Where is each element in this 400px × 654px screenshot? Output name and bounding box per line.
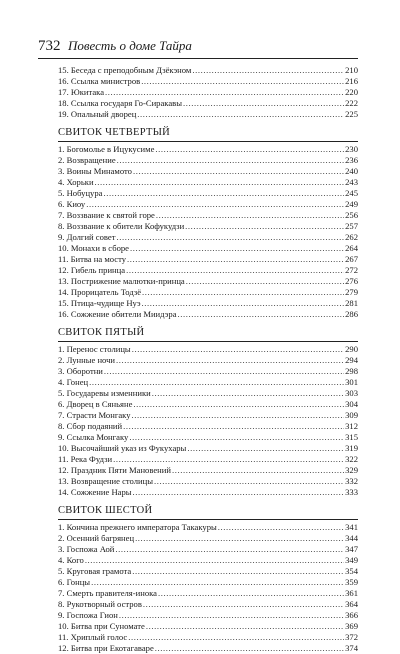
toc-entry-title: 12. Битва при Екотагаваре [58,643,154,653]
toc-entry-title: 12. Гибель принца [58,265,126,275]
dot-leader [156,210,344,221]
toc-entry-page: 322 [345,454,358,464]
dot-leader [146,621,344,632]
toc-entry-page: 279 [345,287,358,297]
section-gap [58,120,358,127]
dot-leader [133,487,345,498]
dot-leader [103,188,344,199]
toc-entry-title: 1. Кончина прежнего императора Такакуры [58,522,217,532]
toc-entry [58,309,358,320]
section-rule [58,341,358,342]
toc-entry-page: 369 [345,621,358,631]
dot-leader [178,309,345,320]
dot-leader [116,355,344,366]
toc-entry-page: 272 [345,265,358,275]
toc-entry-page: 359 [345,577,358,587]
toc-entry-page: 236 [345,155,358,165]
toc-entry-title: 3. Оборотни [58,366,103,376]
toc-entry-title: 13. Пострижение малютки-принца [58,276,185,286]
running-head-title: Повесть о доме Тайра [68,38,192,53]
toc-entry-page: 364 [345,599,358,609]
toc-entry [58,243,358,254]
dot-leader [132,344,344,355]
toc-entry-page: 309 [345,410,358,420]
toc-entry-page: 354 [345,566,358,576]
dot-leader [86,199,344,210]
toc-entry [58,588,358,599]
toc-entry [58,199,358,210]
dot-leader [104,366,344,377]
dot-leader [133,399,344,410]
dot-leader [186,276,344,287]
section-rule [58,519,358,520]
dot-leader [126,265,344,276]
toc-entry [58,377,358,388]
toc-entry-page: 361 [345,588,358,598]
toc-entry-title: 6. Киоу [58,199,86,209]
toc-entry [58,276,358,287]
toc-entry [58,632,358,643]
dot-leader [117,232,345,243]
toc-section [58,327,358,498]
toc-entry-title: 10. Высочайший указ из Фукухары [58,443,187,453]
toc-entry-page: 257 [345,221,358,231]
dot-leader [119,610,344,621]
dot-leader [142,287,344,298]
toc-entry-page: 301 [345,377,358,387]
toc-entry [58,98,358,109]
toc-entry [58,109,358,120]
toc-entry-page: 230 [345,144,358,154]
toc-entry-title: 6. Гонцы [58,577,91,587]
toc-entry-title: 11. Река Фудзи [58,454,113,464]
toc-entry [58,522,358,533]
toc-entry [58,388,358,399]
toc-entry-page: 220 [345,87,358,97]
toc-entry-title: 3. Госпожа Аой [58,544,115,554]
dot-leader [129,432,344,443]
toc-entry [58,65,358,76]
toc-entry-page: 267 [345,254,358,264]
toc-entry-title: 14. Сожжение Нары [58,487,132,497]
toc-entry-page: 341 [345,522,358,532]
toc-entry [58,410,358,421]
section-gap [58,320,358,327]
toc-entry-title: 18. Ссылка государя Го-Сиракавы [58,98,182,108]
toc-entry-page: 298 [345,366,358,376]
toc-entry-page: 333 [345,487,358,497]
toc-entry-title: 8. Воззвание к обители Кофукудзи [58,221,185,231]
dot-leader [91,577,344,588]
toc-entry-title: 2. Лунные ночи [58,355,116,365]
toc-entry-title: 2. Возвращение [58,155,116,165]
toc-entry-title: 7. Страсти Монгаку [58,410,131,420]
toc-entry-title: 15. Птица-чудище Нуэ [58,298,141,308]
dot-leader [105,87,344,98]
toc-entry-page: 286 [345,309,358,319]
toc-entry [58,443,358,454]
dot-leader [155,144,344,155]
toc-entry [58,76,358,87]
dot-leader [187,443,344,454]
toc-entry-page: 372 [345,632,358,642]
toc-entry [58,210,358,221]
dot-leader [133,166,344,177]
toc-entry [58,366,358,377]
toc-entry [58,566,358,577]
toc-entry-page: 294 [345,355,358,365]
toc-entry-page: 290 [345,344,358,354]
dot-leader [155,643,344,654]
toc-entry-page: 281 [345,298,358,308]
toc-entry [58,254,358,265]
toc-entry-title: 13. Возвращение столицы [58,476,153,486]
toc-entry [58,544,358,555]
toc-entry [58,599,358,610]
toc-section [58,127,358,320]
toc-entry-title: 9. Ссылка Монгаку [58,432,129,442]
header-rule [38,58,358,59]
toc-entry-title: 4. Кого [58,555,84,565]
dot-leader [142,298,345,309]
toc-entry [58,265,358,276]
toc-entry-page: 304 [345,399,358,409]
toc-entry-page: 329 [345,465,358,475]
toc-entry-title: 1. Богомолье в Ицукусиме [58,144,155,154]
dot-leader [135,533,344,544]
section-gap [58,498,358,505]
toc-entry [58,432,358,443]
toc-entry-title: 14. Прорицатель Тодзё [58,287,142,297]
toc-entry [58,166,358,177]
toc-entry [58,298,358,309]
dot-leader [141,76,344,87]
toc-entry-page: 276 [345,276,358,286]
toc-entry [58,188,358,199]
dot-leader [218,522,344,533]
dot-leader [137,109,344,120]
toc-entry-title: 5. Нобуцура [58,188,103,198]
toc-entry [58,555,358,566]
toc-section [58,505,358,654]
toc-entry-page: 262 [345,232,358,242]
dot-leader [128,632,344,643]
toc-entry [58,533,358,544]
toc-entry-title: 12. Праздник Пяти Мановений [58,465,171,475]
toc-entry-title: 8. Рукотворный остров [58,599,142,609]
toc-entry-title: 3. Воины Минамото [58,166,132,176]
dot-leader [152,388,344,399]
toc-entry-title: 10. Битва при Суномате [58,621,145,631]
toc-entry-title: 19. Опальный дворец [58,109,137,119]
toc-entry-page: 249 [345,199,358,209]
toc-entry [58,155,358,166]
toc-entry-title: 5. Круговая грамота [58,566,132,576]
toc-entry-page: 264 [345,243,358,253]
toc-entry-title: 9. Госпожа Гион [58,610,118,620]
toc-entry-title: 6. Дворец в Сяньяне [58,399,133,409]
toc-entry [58,221,358,232]
running-head [38,38,192,55]
toc-entry [58,177,358,188]
toc-entry [58,577,358,588]
toc-entry [58,454,358,465]
table-of-contents [58,65,358,654]
section-title: СВИТОК ПЯТЫЙ [58,327,145,338]
toc-entry-title: 1. Перенос столицы [58,344,131,354]
dot-leader [123,421,344,432]
toc-entry-page: 315 [345,432,358,442]
dot-leader [127,254,344,265]
dot-leader [154,476,344,487]
toc-entry [58,144,358,155]
toc-entry-title: 10. Монахи в сборе [58,243,129,253]
toc-entry [58,476,358,487]
toc-entry-page: 349 [345,555,358,565]
toc-entry-title: 16. Сожжение обители Миидэра [58,309,177,319]
toc-entry-page: 222 [345,98,358,108]
page-number: 732 [38,38,61,54]
toc-entry [58,421,358,432]
toc-entry-title: 8. Сбор подаяний [58,421,123,431]
dot-leader [85,555,344,566]
dot-leader [158,588,344,599]
toc-entry-page: 344 [345,533,358,543]
dot-leader [95,177,345,188]
toc-entry-page: 332 [345,476,358,486]
dot-leader [117,155,344,166]
toc-entry-title: 16. Ссылка министров [58,76,141,86]
toc-entry-page: 243 [345,177,358,187]
toc-entry [58,487,358,498]
toc-entry-title: 7. Смерть правителя-инока [58,588,157,598]
section-rule [58,141,358,142]
toc-entry-title: 17. Юкитака [58,87,105,97]
toc-entry [58,344,358,355]
dot-leader [185,221,344,232]
toc-entry-title: 7. Воззвание к святой горе [58,210,155,220]
toc-entry-page: 225 [345,109,358,119]
toc-entry [58,87,358,98]
toc-entry-page: 312 [345,421,358,431]
dot-leader [183,98,344,109]
toc-entry-page: 245 [345,188,358,198]
toc-entry-page: 347 [345,544,358,554]
toc-entry [58,643,358,654]
toc-entry-title: 2. Осенний багрянец [58,533,135,543]
toc-entry-page: 210 [345,65,358,75]
toc-entry-page: 319 [345,443,358,453]
toc-entry [58,287,358,298]
section-title: СВИТОК ШЕСТОЙ [58,505,153,516]
toc-entry [58,610,358,621]
toc-entry [58,355,358,366]
toc-entry [58,621,358,632]
toc-entry-title: 11. Хриплый голос [58,632,128,642]
toc-entry [58,465,358,476]
toc-entry-page: 366 [345,610,358,620]
section-title: СВИТОК ЧЕТВЕРТЫЙ [58,127,171,138]
dot-leader [172,465,344,476]
dot-leader [130,243,344,254]
dot-leader [192,65,344,76]
toc-entry-page: 240 [345,166,358,176]
toc-entry-title: 5. Государевы изменники [58,388,151,398]
toc-entry-page: 216 [345,76,358,86]
toc-entry-title: 9. Долгий совет [58,232,116,242]
toc-entry [58,232,358,243]
toc-entry-title: 15. Беседа с преподобным Дзёкэном [58,65,192,75]
dot-leader [89,377,344,388]
toc-entry-page: 256 [345,210,358,220]
dot-leader [143,599,344,610]
toc-entry-title: 4. Хорьки [58,177,94,187]
dot-leader [115,544,344,555]
toc-entry-title: 4. Гонец [58,377,89,387]
toc-entry-page: 374 [345,643,358,653]
toc-entry-title: 11. Битва на мосту [58,254,127,264]
dot-leader [132,410,345,421]
dot-leader [132,566,344,577]
toc-entry [58,399,358,410]
toc-entry-page: 303 [345,388,358,398]
dot-leader [113,454,344,465]
